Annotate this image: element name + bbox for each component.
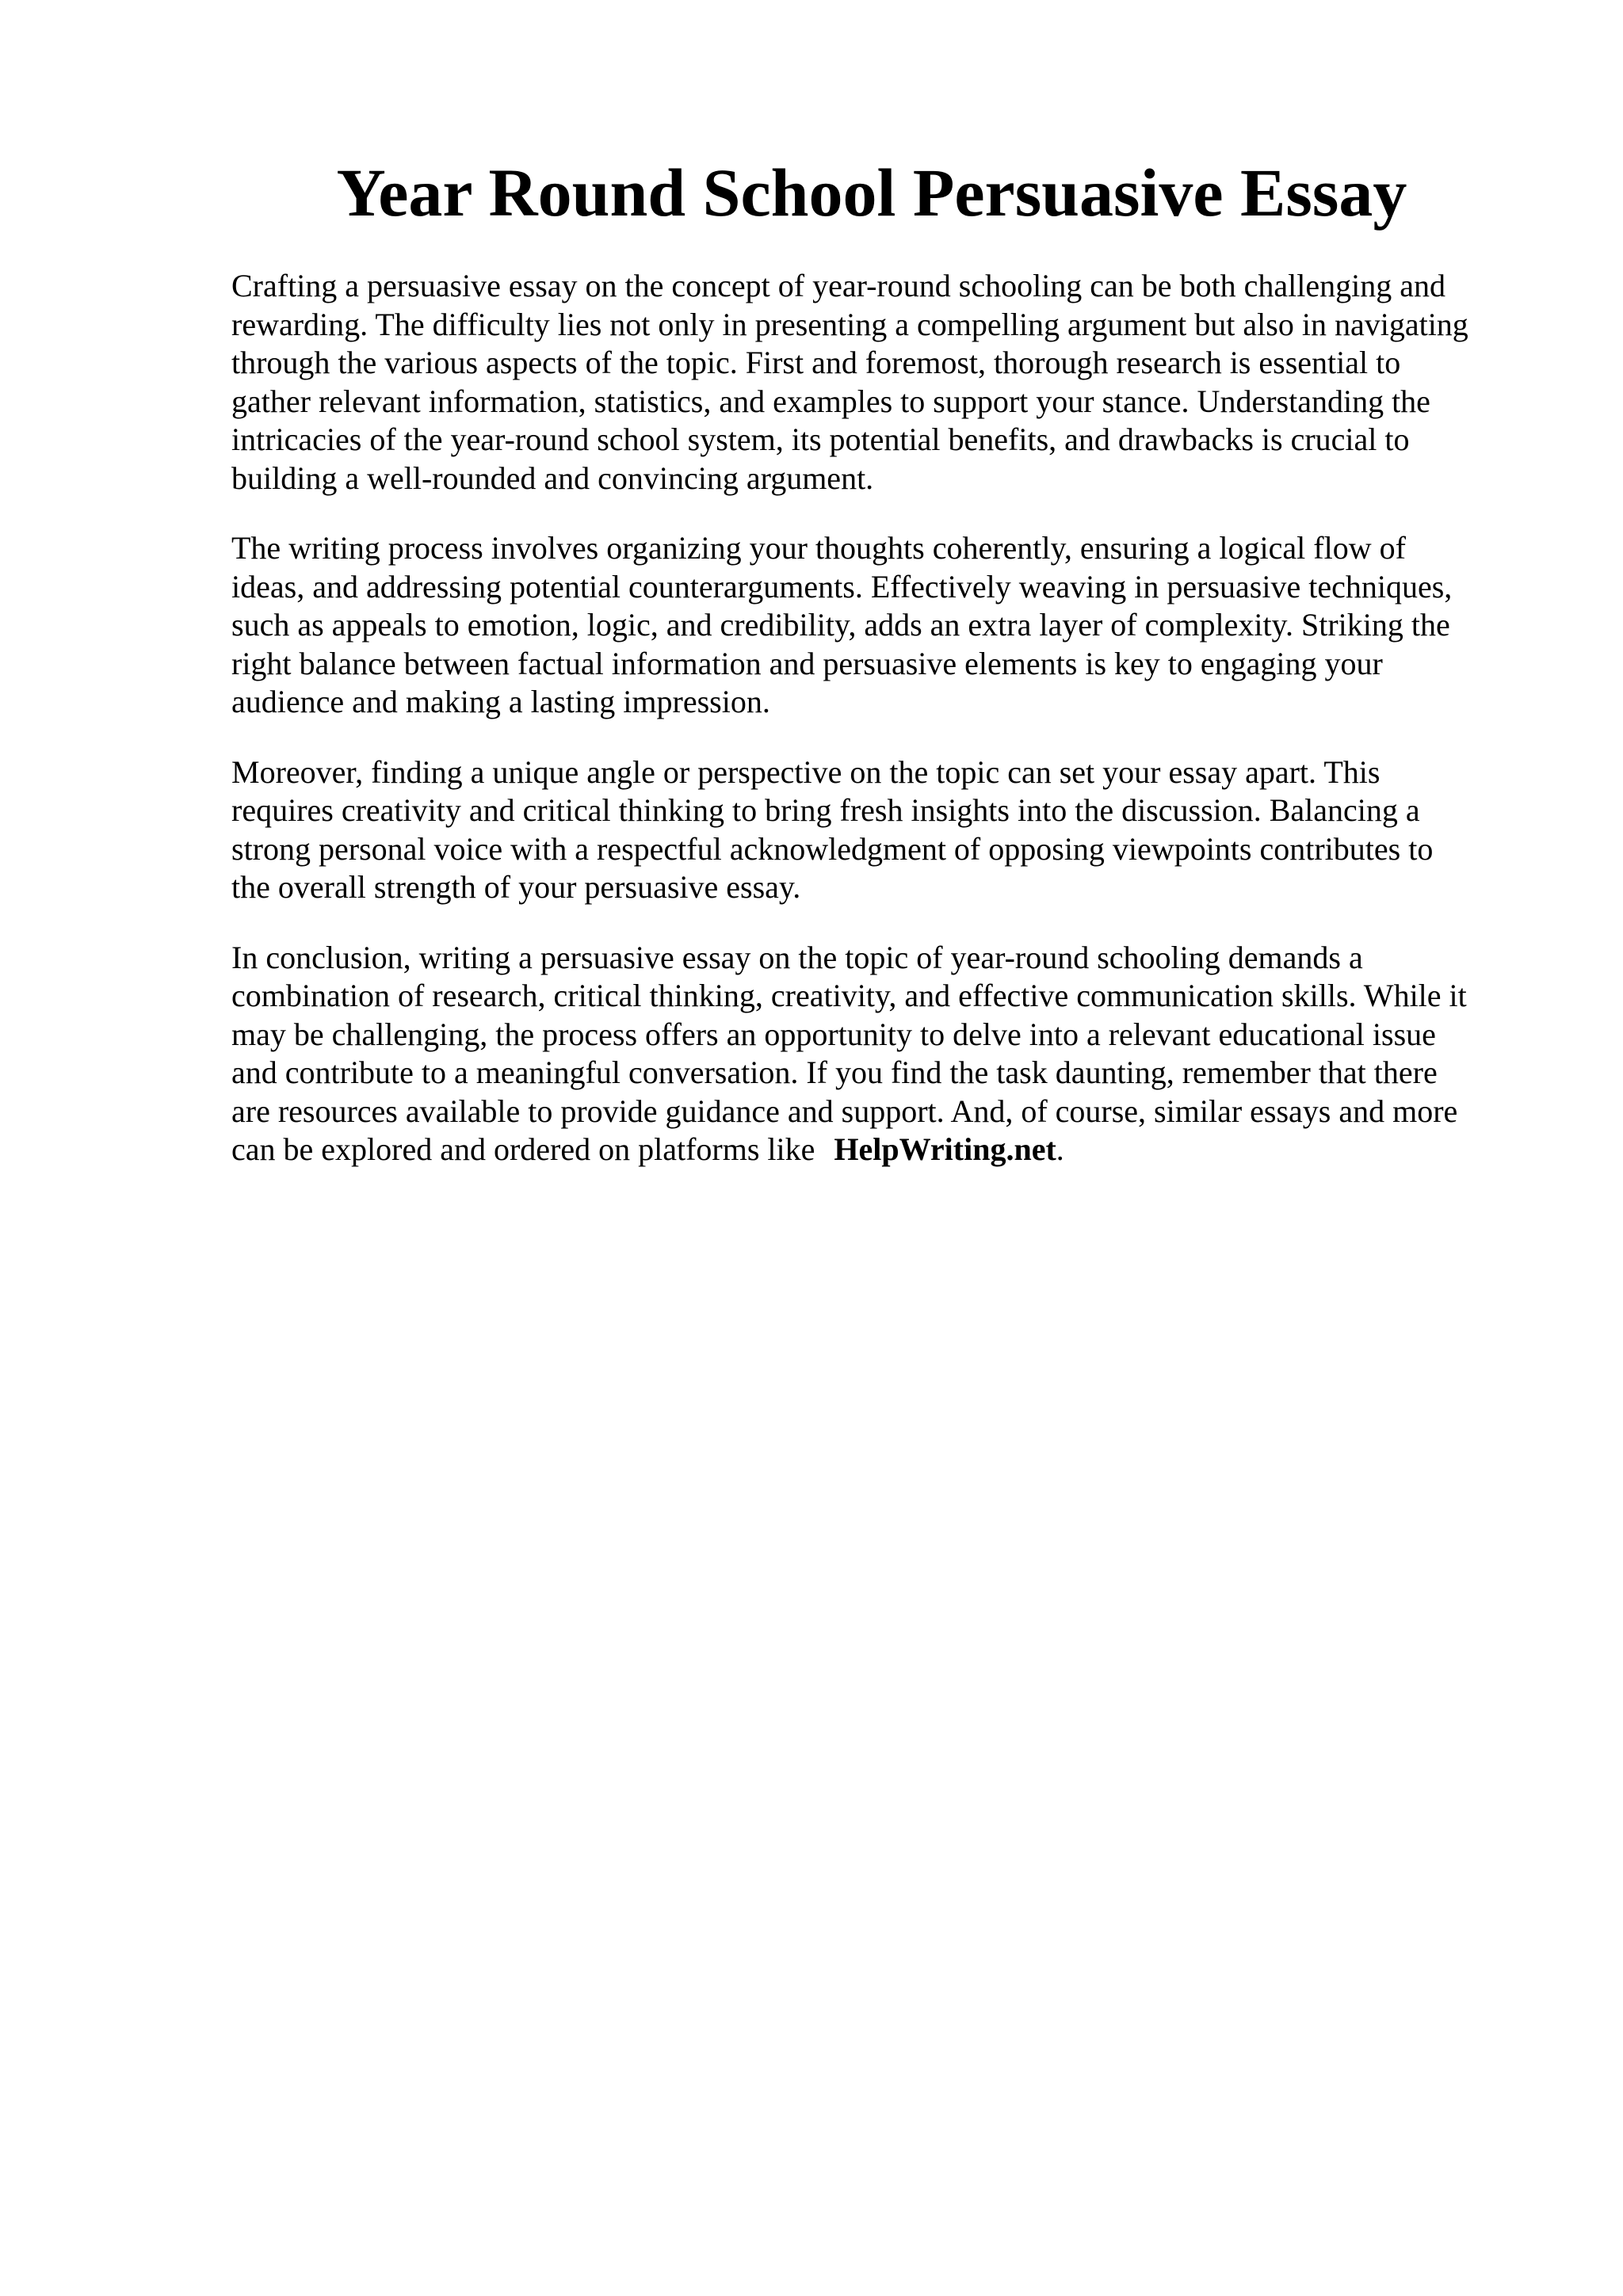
text-line: strong personal voice with a respectful acknowledgment of opposing viewpoints contributes to [231,830,1434,867]
text-line: rewarding. The difficulty lies not only in presenting a compelling argument but also in navigating [231,306,1468,342]
text-line: Crafting a persuasive essay on the concept of year-round schooling can be both challenging and [231,268,1446,303]
paragraph-1 [231,267,1531,498]
text-line: building a well-rounded and convincing argument. [231,460,874,496]
text-line: Moreover, finding a unique angle or perspective on the topic can set your essay apart. This [231,753,1381,790]
text-line-with-link [231,1131,1531,1169]
paragraph-3 [231,753,1531,907]
text-line: such as appeals to emotion, logic, and credibility, adds an extra layer of complexity. Striking the [231,607,1450,643]
text-line: intricacies of the year-round school system, its potential benefits, and drawbacks is crucial to [231,421,1410,457]
paragraph-4 [231,939,1531,1169]
essay-body [231,267,1531,1201]
text-line: right balance between factual information and persuasive elements is key to engaging your [231,645,1383,681]
text-segment: . [1056,1131,1064,1167]
text-segment: can be explored and ordered on platforms like [231,1131,823,1167]
paragraph-2 [231,529,1531,722]
helpwriting-link[interactable]: HelpWriting.net [834,1131,1056,1167]
text-line: the overall strength of your persuasive essay. [231,869,801,905]
text-line: are resources available to provide guidance and support. And, of course, similar essays and more [231,1093,1458,1129]
text-line: and contribute to a meaningful conversation. If you find the task daunting, remember that there [231,1055,1438,1090]
text-line: In conclusion, writing a persuasive essay on the topic of year-round schooling demands a [231,939,1363,975]
text-line: requires creativity and critical thinking to bring fresh insights into the discussion. Balancing a [231,792,1420,828]
text-line: combination of research, critical thinking, creativity, and effective communication skills. While it [231,978,1467,1013]
text-line: audience and making a lasting impression. [231,684,770,719]
text-line: may be challenging, the process offers an opportunity to delve into a relevant educational issue [231,1016,1436,1052]
text-line: gather relevant information, statistics, and examples to support your stance. Understanding the [231,383,1430,419]
text-line: ideas, and addressing potential counterarguments. Effectively weaving in persuasive techniques, [231,568,1453,605]
text-line: The writing process involves organizing your thoughts coherently, ensuring a logical flow of [231,530,1406,566]
page-title: Year Round School Persuasive Essay [336,154,1407,231]
text-line: through the various aspects of the topic. First and foremost, thorough research is essential to [231,345,1401,380]
